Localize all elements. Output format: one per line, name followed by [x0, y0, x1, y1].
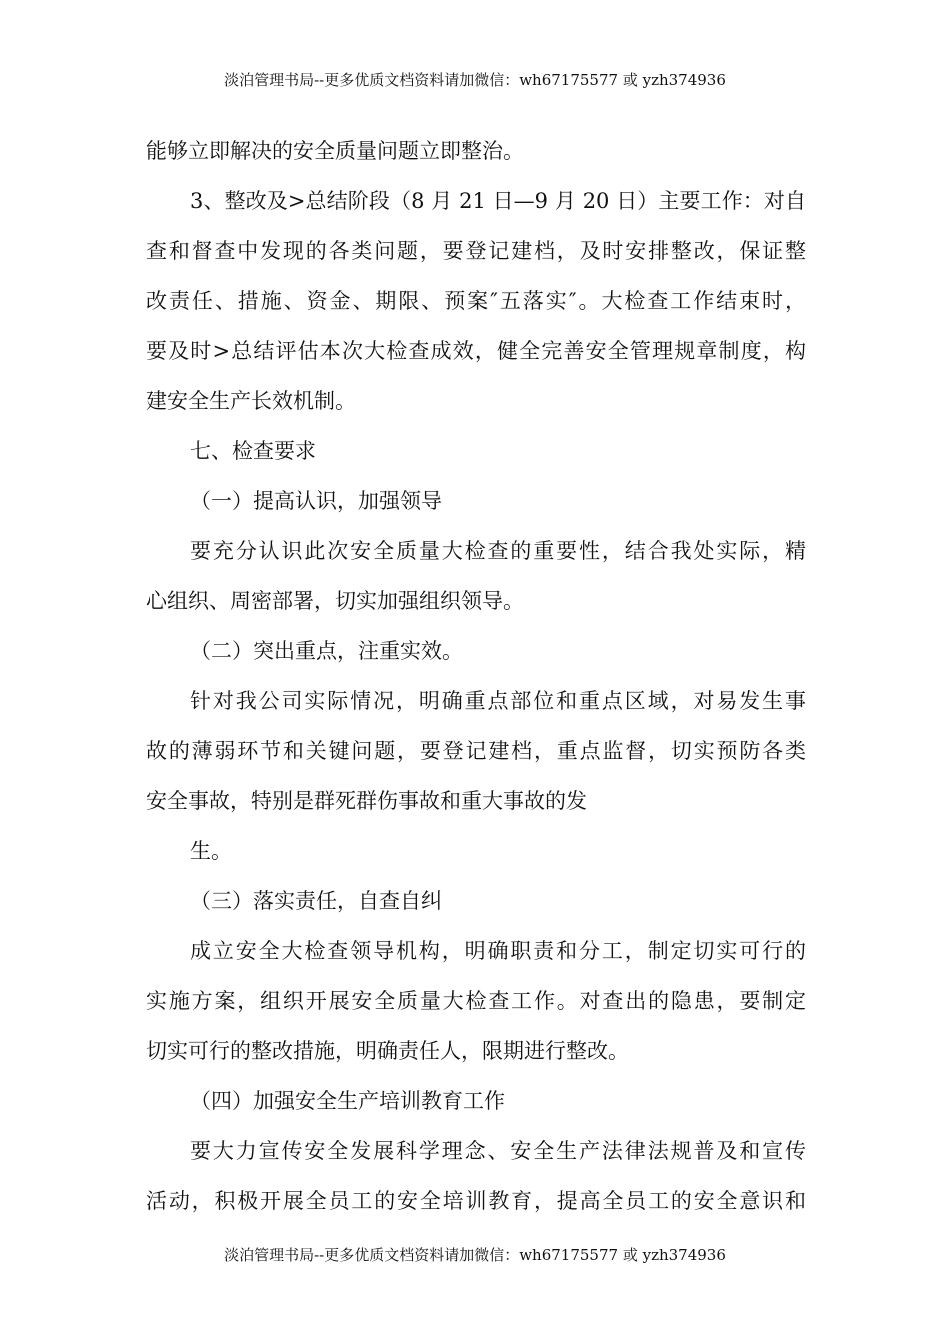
paragraph-line: 要及时>总结评估本次大检查成效，健全完善安全管理规章制度，构 [146, 339, 806, 363]
paragraph-line: 要充分认识此次安全质量大检查的重要性，结合我处实际，精 [190, 539, 806, 563]
paragraph-line: 成立安全大检查领导机构，明确职责和分工，制定切实可行的 [190, 939, 806, 963]
paragraph-line: 查和督查中发现的各类问题，要登记建档，及时安排整改，保证整 [146, 239, 806, 263]
subsection-heading: （四）加强安全生产培训教育工作 [190, 1089, 505, 1113]
paragraph-line: 能够立即解决的安全质量问题立即整治。 [146, 139, 524, 163]
page-header-watermark: 淡泊管理书局--更多优质文档资料请加微信：wh67175577 或 yzh374936 [224, 71, 726, 89]
paragraph-line: 改责任、措施、资金、期限、预案″五落实″。大检查工作结束时， [146, 289, 806, 313]
paragraph-line: 生。 [190, 839, 232, 863]
paragraph-line: 建安全生产长效机制。 [146, 389, 356, 413]
paragraph-line: 活动，积极开展全员工的安全培训教育，提高全员工的安全意识和 [146, 1189, 806, 1213]
subsection-heading: （二）突出重点，注重实效。 [190, 639, 463, 663]
paragraph-line: 针对我公司实际情况，明确重点部位和重点区域，对易发生事 [190, 689, 806, 713]
page-footer-watermark: 淡泊管理书局--更多优质文档资料请加微信：wh67175577 或 yzh374936 [224, 1246, 726, 1264]
paragraph-line: 故的薄弱环节和关键问题，要登记建档，重点监督，切实预防各类 [146, 739, 806, 763]
subsection-heading: （一）提高认识，加强领导 [190, 489, 442, 513]
paragraph-line: 安全事故，特别是群死群伤事故和重大事故的发 [146, 789, 587, 813]
subsection-heading: （三）落实责任，自查自纠 [190, 889, 442, 913]
paragraph-line: 要大力宣传安全发展科学理念、安全生产法律法规普及和宣传 [190, 1139, 806, 1163]
paragraph-line: 实施方案，组织开展安全质量大检查工作。对查出的隐患，要制定 [146, 989, 806, 1013]
paragraph-line: 3、整改及>总结阶段（8 月 21 日—9 月 20 日）主要工作：对自 [190, 189, 806, 213]
section-heading: 七、检查要求 [190, 439, 316, 463]
paragraph-line: 心组织、周密部署，切实加强组织领导。 [146, 589, 524, 613]
paragraph-line: 切实可行的整改措施，明确责任人，限期进行整改。 [146, 1039, 629, 1063]
